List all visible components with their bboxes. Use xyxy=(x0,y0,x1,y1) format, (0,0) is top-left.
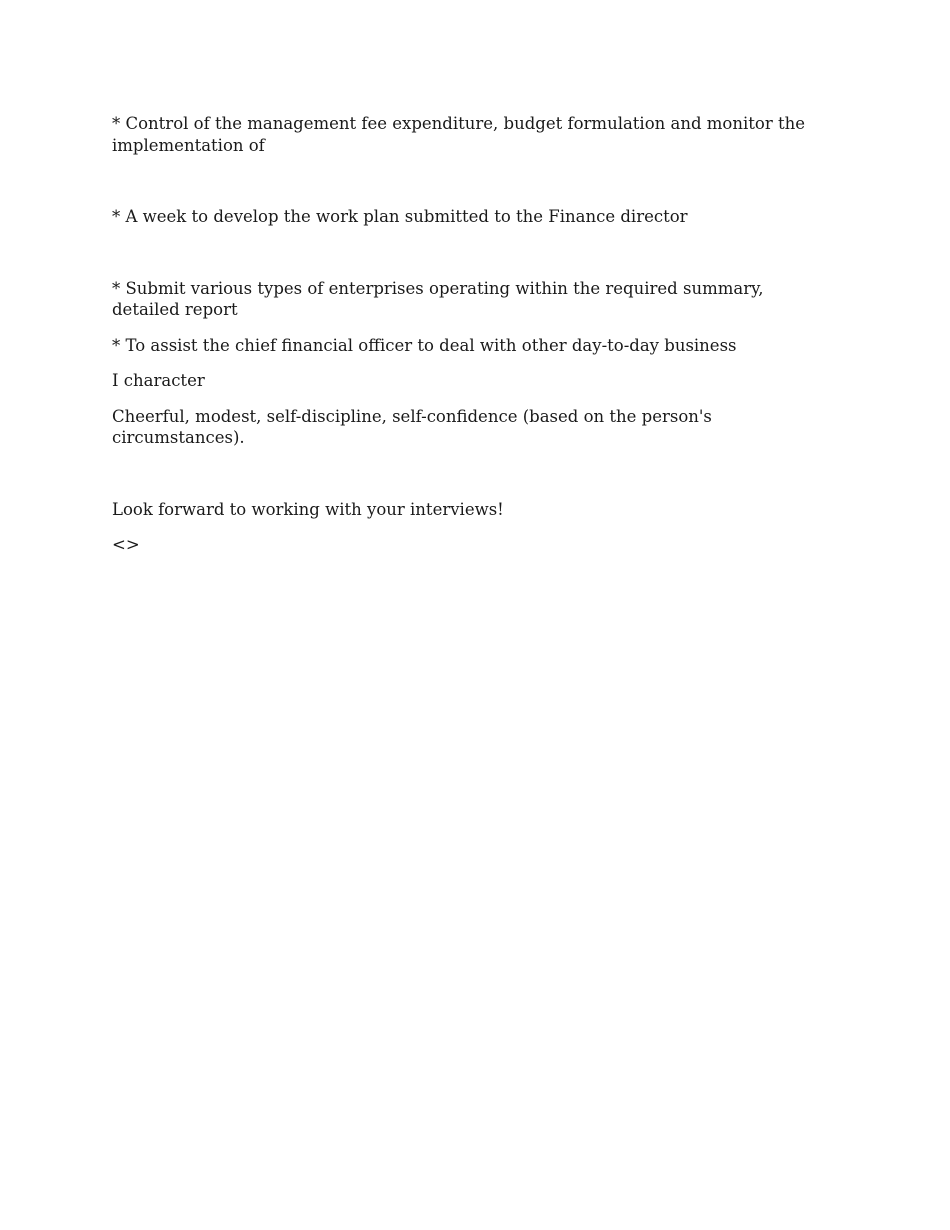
blank-line xyxy=(112,170,832,206)
section-heading-character: I character xyxy=(112,371,205,390)
paragraph-placeholder: <> xyxy=(112,535,140,554)
paragraph-management-fee-control: * Control of the management fee expenditure, budget formulation and monitor the implementation of xyxy=(112,114,805,155)
paragraph-submit-reports: * Submit various types of enterprises operating within the required summary, detailed report xyxy=(112,278,764,319)
blank-line xyxy=(112,463,832,499)
paragraph-assist-cfo: * To assist the chief financial officer to deal with other day-to-day business xyxy=(112,335,737,355)
document-body xyxy=(112,113,832,570)
paragraph-weekly-work-plan: * A week to develop the work plan submitted to the Finance director xyxy=(112,207,688,226)
blank-line xyxy=(112,242,832,278)
paragraph-closing: Look forward to working with your interviews! xyxy=(112,499,504,519)
paragraph-character-traits: Cheerful, modest, self-discipline, self-confidence (based on the person's circumstances). xyxy=(112,406,712,447)
